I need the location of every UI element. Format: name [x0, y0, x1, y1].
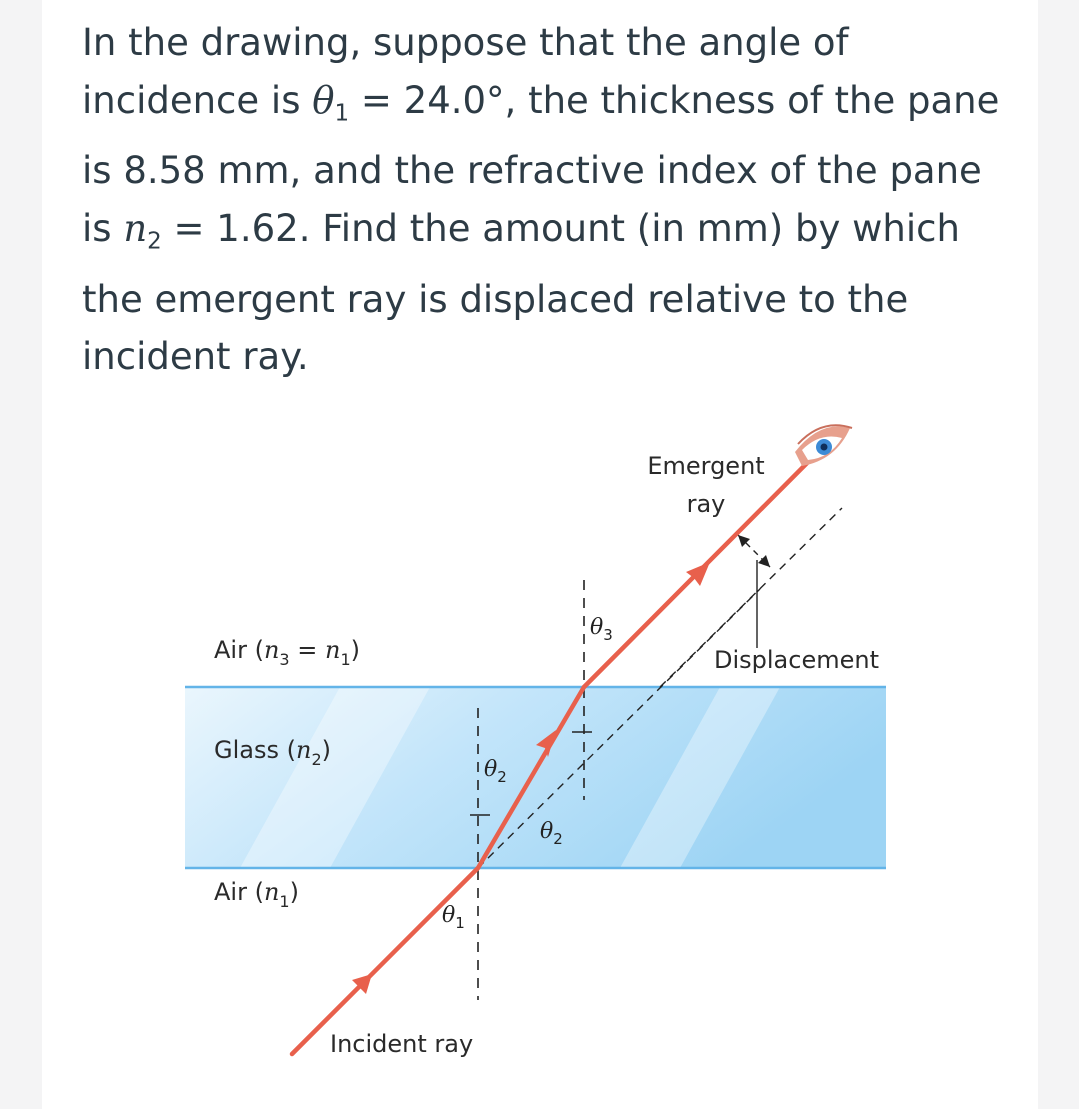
theta2-label-lower: $\theta_2$ — [540, 819, 563, 848]
eye-icon — [795, 425, 852, 466]
problem-part-3: . Find the amount (in mm) by which the emergent ray is displaced relative to the incident ray. — [82, 206, 960, 379]
theta3-label: $\theta_3$ — [590, 615, 613, 644]
air-bottom-label: Air $(n_1)$ — [214, 878, 299, 911]
emergent-label-line1: Emergent — [647, 452, 765, 480]
air-top-label: Air $(n_3 = n_1)$ — [214, 636, 361, 669]
theta2-label-upper: $\theta_2$ — [484, 757, 507, 786]
incident-label: Incident ray — [330, 1030, 474, 1058]
incident-ray — [292, 868, 478, 1054]
emergent-label-line2: ray — [686, 490, 726, 518]
n2-value: = 1.62 — [161, 206, 299, 250]
glass-label: Glass $(n_2)$ — [214, 736, 332, 769]
theta1-label: $\theta_1$ — [442, 903, 465, 932]
theta1-value: = 24.0° — [349, 78, 505, 122]
n2-symbol: $n_2$ — [123, 206, 162, 255]
displacement-arrow-tail — [758, 555, 770, 567]
theta1-symbol: $\theta_1$ — [312, 78, 350, 126]
displacement-label: Displacement — [714, 646, 879, 674]
problem-part-2: , the thickness of the pane is 8.58 mm, and the refractive index of the pane is — [82, 78, 1000, 250]
problem-part-1: In the drawing, suppose that the angle of incidence is — [82, 21, 849, 122]
